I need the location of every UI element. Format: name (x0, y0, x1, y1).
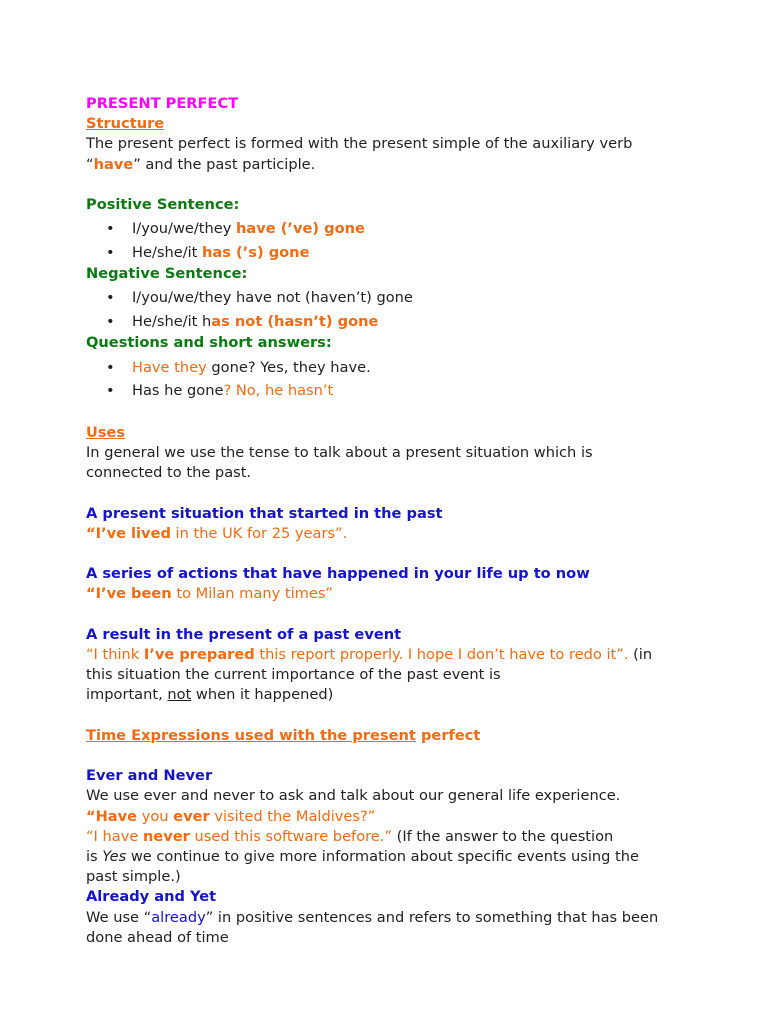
example-text: visited the Maldives?” (209, 807, 376, 825)
explanation-text: (in (628, 645, 653, 663)
example-text: used this software before.” (189, 827, 392, 845)
ever-example (86, 807, 726, 827)
bullet-text: I/you/we/they (132, 220, 237, 238)
open-quote: “ (86, 155, 94, 173)
uses-text-line-2: connected to the past. (86, 464, 252, 482)
time-expressions-heading (86, 726, 726, 746)
example-bold: I’ve prepared (143, 645, 255, 663)
positive-list (86, 217, 726, 264)
example-text: to Milan many times” (171, 585, 333, 603)
example-text: you (137, 807, 174, 825)
ever-never-text-line-4: past simple.) (86, 868, 181, 886)
structure-heading: Structure (86, 115, 165, 133)
structure-text-tail: ” and the past participle. (133, 155, 316, 173)
list-item (86, 286, 726, 310)
ever-never-text-line-3 (86, 847, 726, 867)
structure-text-line-1: The present perfect is formed with the present simple of the auxiliary verb (86, 135, 633, 153)
bullet-highlight: ? No, he hasn’t (223, 382, 334, 400)
already-keyword: already (151, 908, 206, 926)
heading-underlined: Time Expressions used with the present (86, 726, 416, 744)
use2-heading: A series of actions that have happened in your life up to now (86, 565, 590, 583)
bullet-highlight: Have they (132, 358, 207, 376)
already-yet-text-line-1 (86, 908, 726, 928)
example-bold: ever (173, 807, 210, 825)
heading-tail: perfect (415, 726, 481, 744)
italic-yes: Yes (102, 847, 127, 865)
example-bold: “I’ve been (86, 585, 172, 603)
explanation-text: we continue to give more information about specific events using the (126, 847, 640, 865)
list-item (86, 217, 726, 241)
questions-heading: Questions and short answers: (86, 334, 332, 352)
example-bold: “Have (86, 807, 138, 825)
example-text: in the UK for 25 years”. (170, 524, 348, 542)
explanation-text: when it happened) (191, 686, 334, 704)
explanation-text: is (86, 847, 103, 865)
explanation-text: (If the answer to the question (391, 827, 614, 845)
bullet-highlight: as not (hasn’t) gone (211, 312, 379, 330)
example-bold: never (142, 827, 190, 845)
use3-example (86, 645, 726, 665)
use1-example (86, 524, 726, 544)
bullet-text: He/she/it (132, 243, 203, 261)
underlined-not: not (167, 686, 192, 704)
ever-never-heading: Ever and Never (86, 767, 213, 785)
ever-never-text-line-1: We use ever and never to ask and talk about our general life experience. (86, 787, 621, 805)
bullet-text: He/she/it h (132, 312, 212, 330)
bullet-text: I/you/we/they have not (haven’t) gone (132, 289, 413, 307)
have-keyword: have (93, 155, 134, 173)
list-item (86, 356, 726, 380)
use3-explanation-line-2: this situation the current importance of the past event is (86, 666, 501, 684)
bullet-highlight: have (’ve) gone (236, 220, 365, 238)
negative-list (86, 286, 726, 333)
document-title: PRESENT PERFECT (86, 95, 239, 112)
list-item (86, 310, 726, 334)
explanation-text: We use “ (86, 908, 152, 926)
bullet-text: gone? Yes, they have. (206, 358, 371, 376)
uses-text-line-1: In general we use the tense to talk about a present situation which is (86, 444, 593, 461)
use2-example (86, 584, 726, 604)
example-text: “I think (86, 645, 144, 663)
bullet-highlight: has (’s) gone (202, 243, 310, 261)
list-item (86, 379, 726, 403)
use3-explanation-line-3 (86, 685, 726, 705)
example-text: “I have (86, 827, 143, 845)
uses-heading: Uses (86, 423, 126, 441)
example-bold: “I’ve lived (86, 524, 171, 542)
example-text: this report properly. I hope I don’t have to redo it”. (254, 645, 629, 663)
bullet-text: Has he gone (132, 382, 224, 400)
document-page (86, 94, 726, 948)
negative-heading: Negative Sentence: (86, 265, 248, 283)
structure-text-line-2 (86, 155, 726, 175)
explanation-text: ” in positive sentences and refers to something that has been (205, 908, 659, 926)
use3-heading: A result in the present of a past event (86, 625, 402, 643)
never-example (86, 827, 726, 847)
list-item (86, 241, 726, 265)
questions-list (86, 356, 726, 403)
positive-heading: Positive Sentence: (86, 196, 240, 213)
use1-heading: A present situation that started in the past (86, 504, 443, 522)
already-yet-text-line-2: done ahead of time (86, 928, 229, 946)
explanation-text: important, (86, 686, 168, 704)
already-yet-heading: Already and Yet (86, 888, 217, 906)
